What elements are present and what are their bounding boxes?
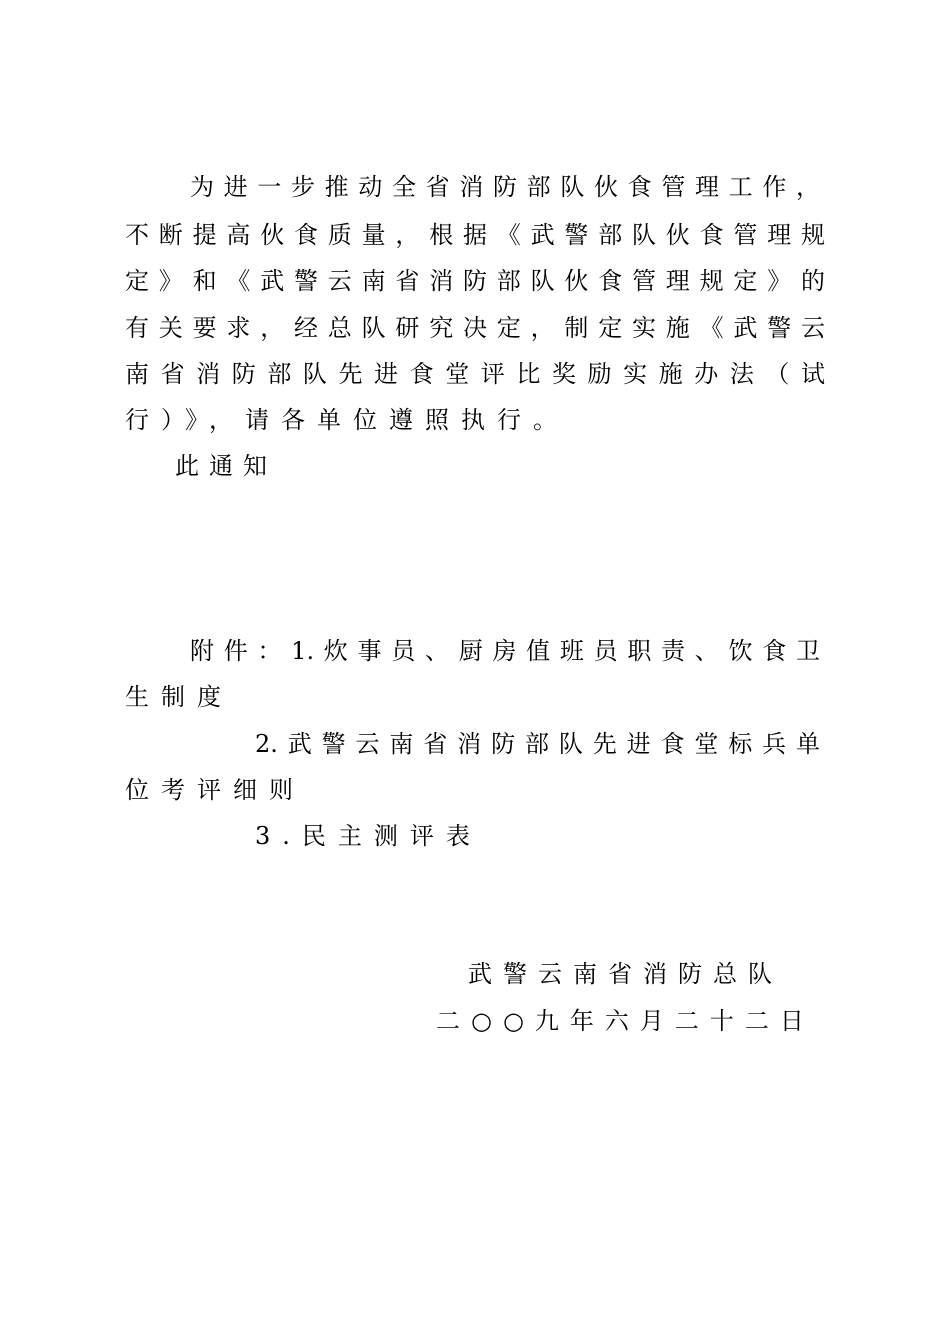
body-line-5: 南省消防部队先进食堂评比奖励实施办法（试 xyxy=(125,360,825,388)
attachment-3: 3.民主测评表 xyxy=(255,822,482,850)
attachment-1-cont: 生制度 xyxy=(125,683,233,711)
body-line-3: 定》和《武警云南省消防部队伙食管理规定》的 xyxy=(125,267,825,295)
body-line-2: 不断提高伙食质量，根据《武警部队伙食管理规 xyxy=(125,221,825,249)
body-line-6: 行）》，请各单位遵照执行。 xyxy=(125,406,569,434)
signature-date: 二○○九年六月二十二日 xyxy=(436,1007,815,1035)
closing-text: 此通知 xyxy=(175,452,277,480)
signature-org: 武警云南省消防总队 xyxy=(468,960,783,988)
body-line-1: 为进一步推动全省消防部队伙食管理工作， xyxy=(190,173,820,201)
attachment-2: 2.武警云南省消防部队先进食堂标兵单 xyxy=(255,730,820,758)
attachment-1: 附件：1.炊事员、厨房值班员职责、饮食卫 xyxy=(190,637,820,665)
attachment-2-cont: 位考评细则 xyxy=(125,776,305,804)
body-line-4: 有关要求，经总队研究决定，制定实施《武警云 xyxy=(125,314,825,342)
